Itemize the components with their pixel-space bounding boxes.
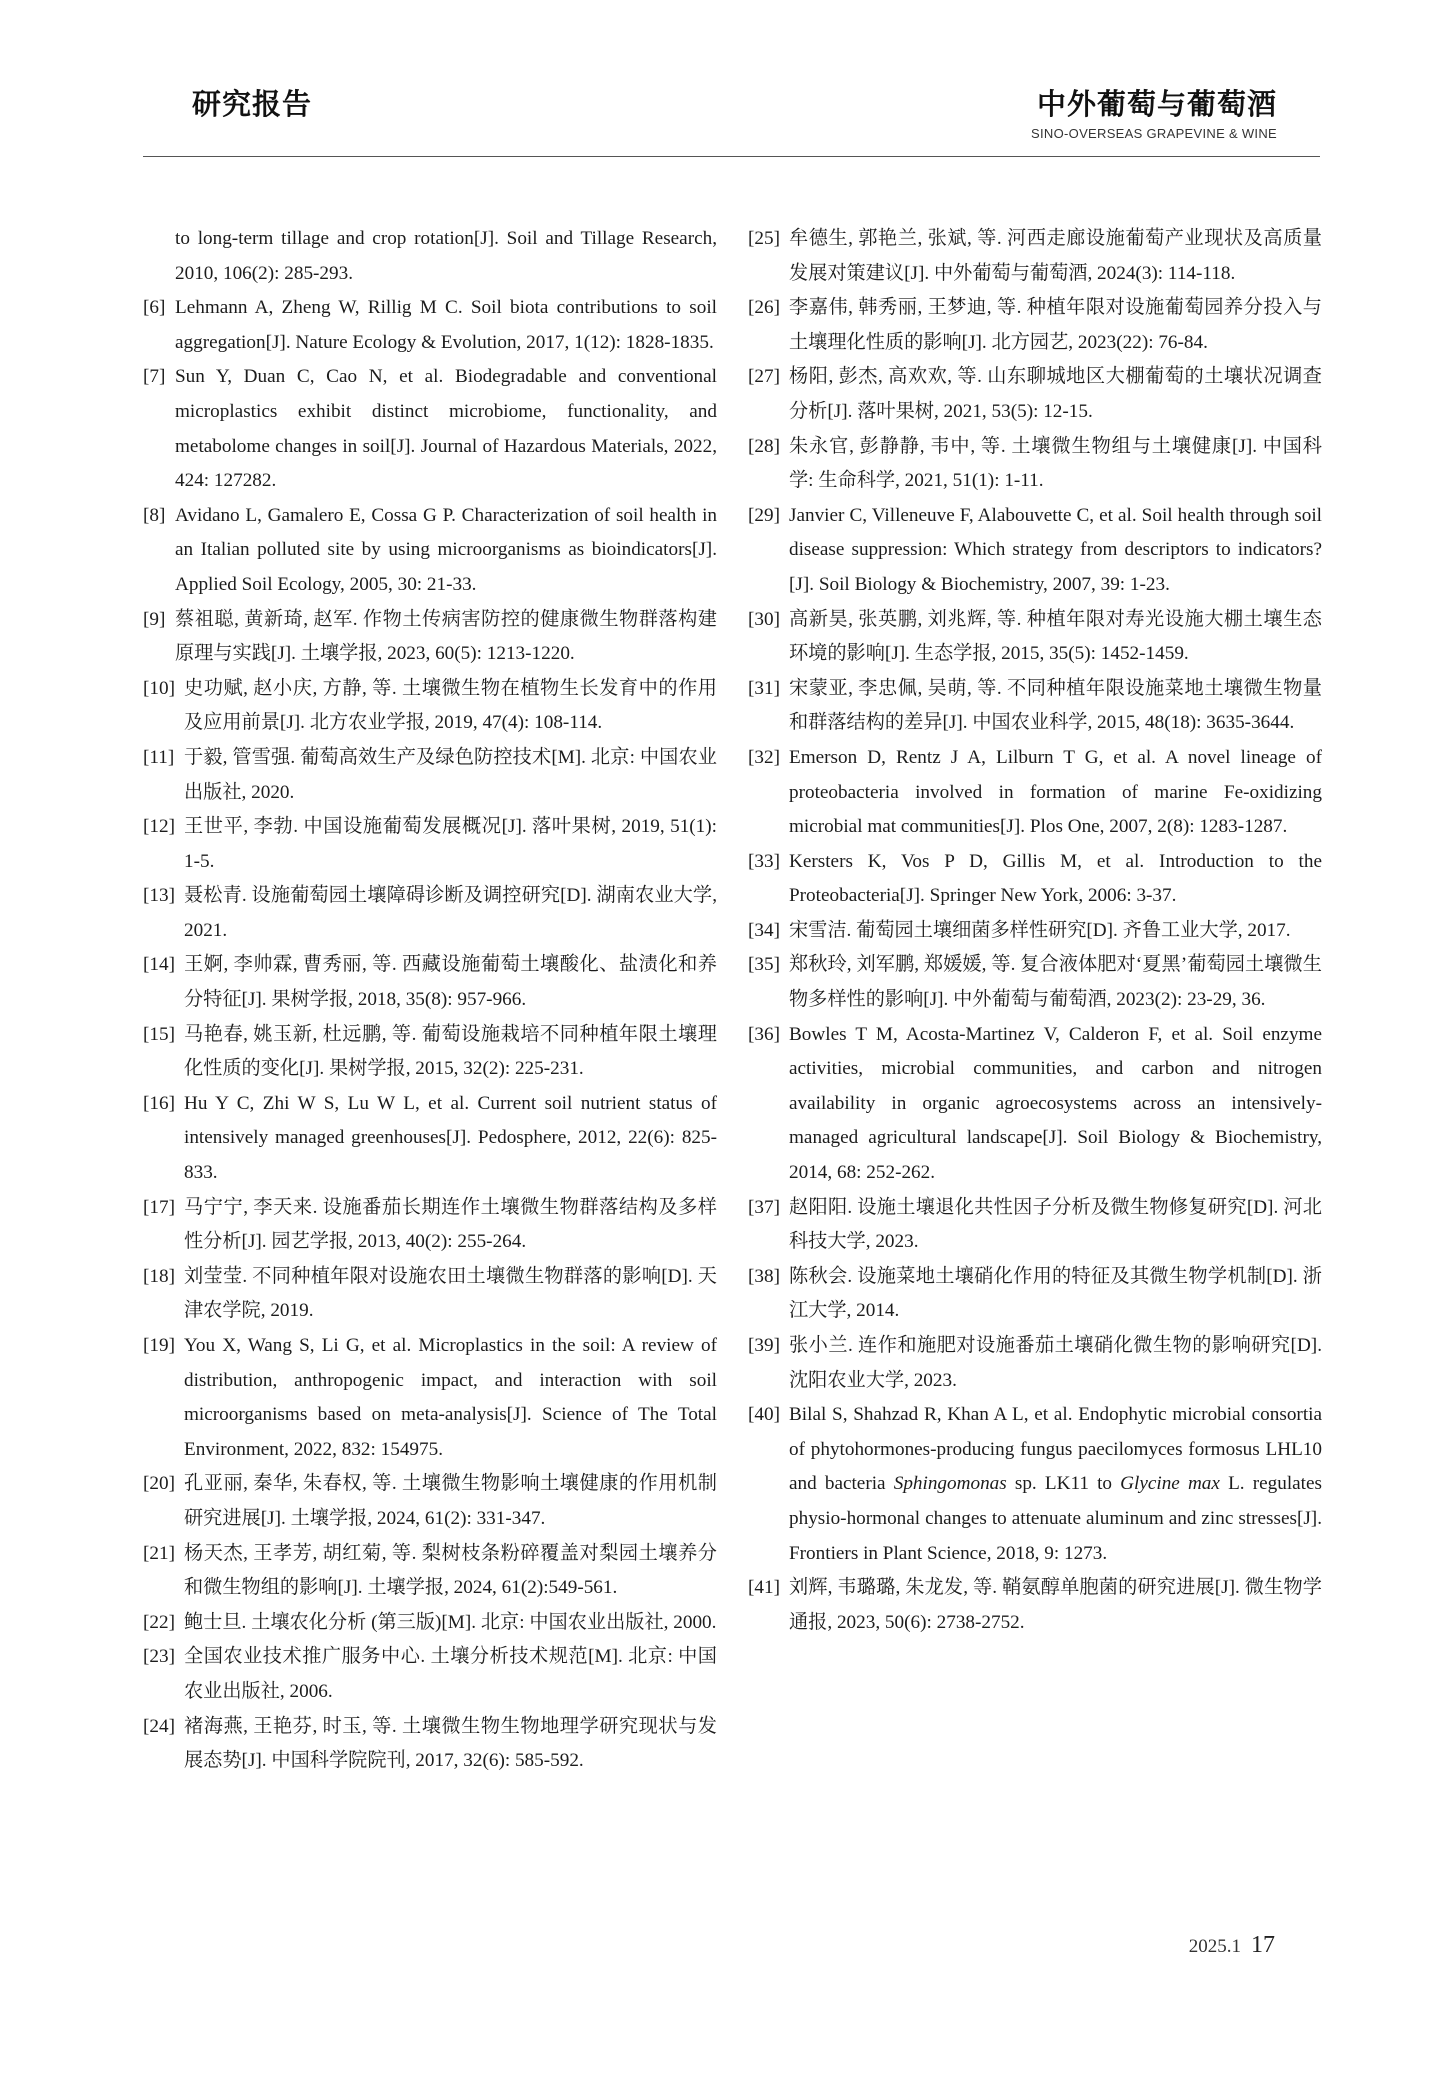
reference-number: [35]	[748, 954, 780, 976]
reference-item	[748, 291, 1322, 360]
reference-text: 朱永官, 彭静静, 韦中, 等. 土壤微生物组与土壤健康[J]. 中国科学: 生命科学, 2021, 51(1): 1-11.	[789, 435, 1322, 492]
reference-text: 王婀, 李帅霖, 曹秀丽, 等. 西藏设施葡萄土壤酸化、盐渍化和养分特征[J]. 果树学报, 2018, 35(8): 957-966.	[184, 954, 717, 1011]
reference-number: [34]	[748, 919, 780, 941]
reference-item	[143, 1537, 717, 1606]
reference-text: 于毅, 管雪强. 葡萄高效生产及绿色防控技术[M]. 北京: 中国农业出版社, 2020.	[184, 746, 717, 803]
reference-text: Emerson D, Rentz J A, Lilburn T G, et al. A novel lineage of proteobacteria involved in formation of marine Fe-oxidizing microbial mat communities[J]. Plos One, 2007, 2(8): 1283-1287.	[789, 746, 1322, 838]
reference-number: [41]	[748, 1577, 780, 1599]
reference-text: 杨天杰, 王孝芳, 胡红菊, 等. 梨树枝条粉碎覆盖对梨园土壤养分和微生物组的影响[J]. 土壤学报, 2024, 61(2):549-561.	[184, 1542, 717, 1599]
reference-item	[143, 1087, 717, 1191]
reference-item	[748, 1018, 1322, 1191]
reference-item	[748, 1571, 1322, 1640]
reference-text: Janvier C, Villeneuve F, Alabouvette C, et al. Soil health through soil disease suppression: Which strategy from descriptors to indicators?[J]. Soil Biology & Biochemistry, 2007, 39: 1-23.	[789, 504, 1322, 595]
reference-item	[143, 1606, 717, 1641]
reference-text: sp. LK11 to	[1006, 1473, 1121, 1495]
reference-text: 宋雪洁. 葡萄园土壤细菌多样性研究[D]. 齐鲁工业大学, 2017.	[789, 919, 1291, 941]
reference-item	[143, 1710, 717, 1779]
reference-number: [29]	[748, 504, 780, 526]
reference-number: [7]	[143, 366, 166, 388]
reference-text: 王世平, 李勃. 中国设施葡萄发展概况[J]. 落叶果树, 2019, 51(1): 1-5.	[184, 816, 717, 872]
reference-number: [25]	[748, 228, 780, 249]
reference-number: [17]	[143, 1196, 175, 1218]
reference-item	[143, 291, 717, 360]
reference-item	[748, 914, 1322, 949]
reference-item	[748, 603, 1322, 672]
reference-item	[748, 430, 1322, 499]
reference-item	[143, 810, 717, 879]
reference-number: [39]	[748, 1335, 780, 1356]
reference-number: [6]	[143, 297, 166, 319]
page-number: 17	[1251, 1932, 1275, 1958]
reference-text: Bowles T M, Acosta-Martinez V, Calderon F, et al. Soil enzyme activities, microbial communities, and carbon and nitrogen availability in organic agroecosystems across an intensively-managed agricultural landscape[J]. Soil Biology & Biochemistry, 2014, 68: 252-262.	[789, 1023, 1322, 1184]
reference-number: [33]	[748, 850, 780, 872]
reference-item	[748, 948, 1322, 1017]
journal-title: 中外葡萄与葡萄酒	[1036, 87, 1277, 121]
reference-text: 聂松青. 设施葡萄园土壤障碍诊断及调控研究[D]. 湖南农业大学, 2021.	[184, 885, 717, 941]
reference-text: 张小兰. 连作和施肥对设施番茄土壤硝化微生物的影响研究[D]. 沈阳农业大学, 2023.	[789, 1335, 1322, 1391]
reference-item	[143, 1329, 717, 1467]
reference-text: 褚海燕, 王艳芬, 时玉, 等. 土壤微生物生物地理学研究现状与发展态势[J]. 中国科学院院刊, 2017, 32(6): 585-592.	[184, 1715, 717, 1772]
reference-item	[143, 603, 717, 672]
reference-text: 李嘉伟, 韩秀丽, 王梦迪, 等. 种植年限对设施葡萄园养分投入与土壤理化性质的影响[J]. 北方园艺, 2023(22): 76-84.	[789, 297, 1322, 353]
reference-number: [23]	[143, 1646, 175, 1668]
reference-item	[748, 499, 1322, 603]
reference-number: [36]	[748, 1023, 780, 1045]
reference-text: 马艳春, 姚玉新, 杜远鹏, 等. 葡萄设施栽培不同种植年限土壤理化性质的变化[J]. 果树学报, 2015, 32(2): 225-231.	[184, 1023, 717, 1080]
reference-item	[143, 672, 717, 741]
reference-number: [11]	[143, 746, 175, 768]
reference-text: 杨阳, 彭杰, 高欢欢, 等. 山东聊城地区大棚葡萄的土壤状况调查分析[J]. 落叶果树, 2021, 53(5): 12-15.	[789, 366, 1322, 422]
reference-number: [14]	[143, 954, 175, 976]
reference-text: 牟德生, 郭艳兰, 张斌, 等. 河西走廊设施葡萄产业现状及高质量发展对策建议[J]. 中外葡萄与葡萄酒, 2024(3): 114-118.	[789, 228, 1322, 284]
reference-item	[143, 499, 717, 603]
journal-subtitle: SINO-OVERSEAS GRAPEVINE & WINE	[1031, 126, 1277, 141]
reference-text: 宋蒙亚, 李忠佩, 吴萌, 等. 不同种植年限设施菜地土壤微生物量和群落结构的差异[J]. 中国农业科学, 2015, 48(18): 3635-3644.	[789, 677, 1322, 734]
reference-text: 孔亚丽, 秦华, 朱春权, 等. 土壤微生物影响土壤健康的作用机制研究进展[J]. 土壤学报, 2024, 61(2): 331-347.	[184, 1473, 717, 1529]
reference-number: [22]	[143, 1611, 175, 1633]
reference-column-left	[143, 222, 717, 1779]
reference-item	[143, 360, 717, 498]
reference-number: [8]	[143, 504, 166, 526]
reference-italic-genus: Sphingomonas	[893, 1473, 1007, 1495]
reference-text: 史功赋, 赵小庆, 方静, 等. 土壤微生物在植物生长发育中的作用及应用前景[J]. 北方农业学报, 2019, 47(4): 108-114.	[184, 677, 717, 734]
reference-text: You X, Wang S, Li G, et al. Microplastics in the soil: A review of distribution, anthropogenic impact, and interaction with soil microorganisms based on meta-analysis[J]. Science of The Total Environment, 2022, 832: 154975.	[184, 1335, 717, 1460]
reference-number: [9]	[143, 608, 166, 630]
reference-item	[748, 741, 1322, 845]
page-footer	[1189, 1932, 1275, 1959]
reference-number: [16]	[143, 1092, 175, 1114]
reference-text: Lehmann A, Zheng W, Rillig M C. Soil biota contributions to soil aggregation[J]. Nature Ecology & Evolution, 2017, 1(12): 1828-1835.	[175, 297, 717, 353]
reference-number: [27]	[748, 366, 780, 388]
reference-column-right	[748, 222, 1322, 1640]
reference-text: 高新昊, 张英鹏, 刘兆辉, 等. 种植年限对寿光设施大棚土壤生态环境的影响[J]. 生态学报, 2015, 35(5): 1452-1459.	[789, 608, 1322, 665]
reference-number: [37]	[748, 1196, 780, 1218]
reference-item	[143, 1640, 717, 1709]
reference-text: Hu Y C, Zhi W S, Lu W L, et al. Current soil nutrient status of intensively managed greenhouses[J]. Pedosphere, 2012, 22(6): 825-833.	[184, 1092, 717, 1184]
reference-item	[748, 1260, 1322, 1329]
reference-number: [38]	[748, 1265, 780, 1287]
reference-item	[143, 1018, 717, 1087]
reference-item	[143, 222, 717, 291]
reference-item	[748, 672, 1322, 741]
reference-text: 马宁宁, 李天来. 设施番茄长期连作土壤微生物群落结构及多样性分析[J]. 园艺学报, 2013, 40(2): 255-264.	[184, 1196, 717, 1253]
reference-number: [40]	[748, 1404, 780, 1426]
reference-item	[748, 1191, 1322, 1260]
reference-text: to long-term tillage and crop rotation[J]. Soil and Tillage Research, 2010, 106(2): 285-293.	[175, 228, 717, 284]
reference-number: [21]	[143, 1542, 175, 1564]
reference-italic-species: Glycine max	[1120, 1473, 1220, 1495]
reference-number: [30]	[748, 608, 780, 630]
section-label: 研究报告	[192, 87, 313, 121]
reference-item	[143, 741, 717, 810]
reference-number: [20]	[143, 1473, 175, 1495]
reference-number: [28]	[748, 435, 780, 457]
reference-item	[143, 879, 717, 948]
reference-number: [19]	[143, 1335, 175, 1356]
reference-item	[143, 948, 717, 1017]
reference-number: [26]	[748, 297, 780, 319]
header-rule	[143, 156, 1320, 157]
reference-text: 郑秋玲, 刘军鹏, 郑媛媛, 等. 复合液体肥对‘夏黑’葡萄园土壤微生物多样性的影响[J]. 中外葡萄与葡萄酒, 2023(2): 23-29, 36.	[789, 954, 1322, 1011]
reference-number: [32]	[748, 746, 780, 768]
issue-label: 2025.1	[1188, 1936, 1241, 1957]
reference-item	[748, 1329, 1322, 1398]
reference-item	[748, 360, 1322, 429]
reference-item	[748, 845, 1322, 914]
reference-text: 鲍士旦. 土壤农化分析 (第三版)[M]. 北京: 中国农业出版社, 2000.	[184, 1611, 717, 1633]
reference-text: 蔡祖聪, 黄新琦, 赵军. 作物土传病害防控的健康微生物群落构建原理与实践[J]. 土壤学报, 2023, 60(5): 1213-1220.	[175, 608, 717, 665]
reference-item	[748, 222, 1322, 291]
reference-item	[748, 1398, 1322, 1571]
reference-text: 全国农业技术推广服务中心. 土壤分析技术规范[M]. 北京: 中国农业出版社, 2006.	[184, 1646, 717, 1702]
reference-number: [18]	[143, 1265, 175, 1287]
reference-number: [24]	[143, 1715, 175, 1737]
reference-item	[143, 1260, 717, 1329]
reference-text: L. regulates physio-hormonal changes to attenuate aluminum and zinc stresses[J]. Frontiers in Plant Science, 2018, 9: 1273.	[789, 1473, 1322, 1564]
reference-text: Bilal S, Shahzad R, Khan A L, et al. Endophytic microbial consortia of phytohormones-producing fungus paecilomyces formosus LHL10 and bacteria	[789, 1404, 1322, 1495]
reference-text: 刘莹莹. 不同种植年限对设施农田土壤微生物群落的影响[D]. 天津农学院, 2019.	[184, 1265, 717, 1322]
reference-text: 陈秋会. 设施菜地土壤硝化作用的特征及其微生物学机制[D]. 浙江大学, 2014.	[789, 1265, 1322, 1322]
reference-number: [10]	[143, 677, 175, 699]
reference-item	[143, 1467, 717, 1536]
reference-text: 刘辉, 韦璐璐, 朱龙发, 等. 鞘氨醇单胞菌的研究进展[J]. 微生物学通报, 2023, 50(6): 2738-2752.	[789, 1577, 1322, 1633]
reference-item	[143, 1191, 717, 1260]
reference-number: [31]	[748, 677, 780, 699]
reference-number: [12]	[143, 816, 175, 838]
reference-text: 赵阳阳. 设施土壤退化共性因子分析及微生物修复研究[D]. 河北科技大学, 2023.	[789, 1196, 1322, 1253]
reference-number: [13]	[143, 885, 175, 907]
reference-number: [15]	[143, 1023, 175, 1045]
reference-text: Avidano L, Gamalero E, Cossa G P. Characterization of soil health in an Italian polluted site by using microorganisms as bioindicators[J]. Applied Soil Ecology, 2005, 30: 21-33.	[175, 504, 717, 595]
reference-text: Kersters K, Vos P D, Gillis M, et al. Introduction to the Proteobacteria[J]. Springer New York, 2006: 3-37.	[789, 850, 1322, 907]
reference-text: Sun Y, Duan C, Cao N, et al. Biodegradable and conventional microplastics exhibit distinct microbiome, functionality, and metabolome changes in soil[J]. Journal of Hazardous Materials, 2022, 424: 127282.	[175, 366, 717, 492]
